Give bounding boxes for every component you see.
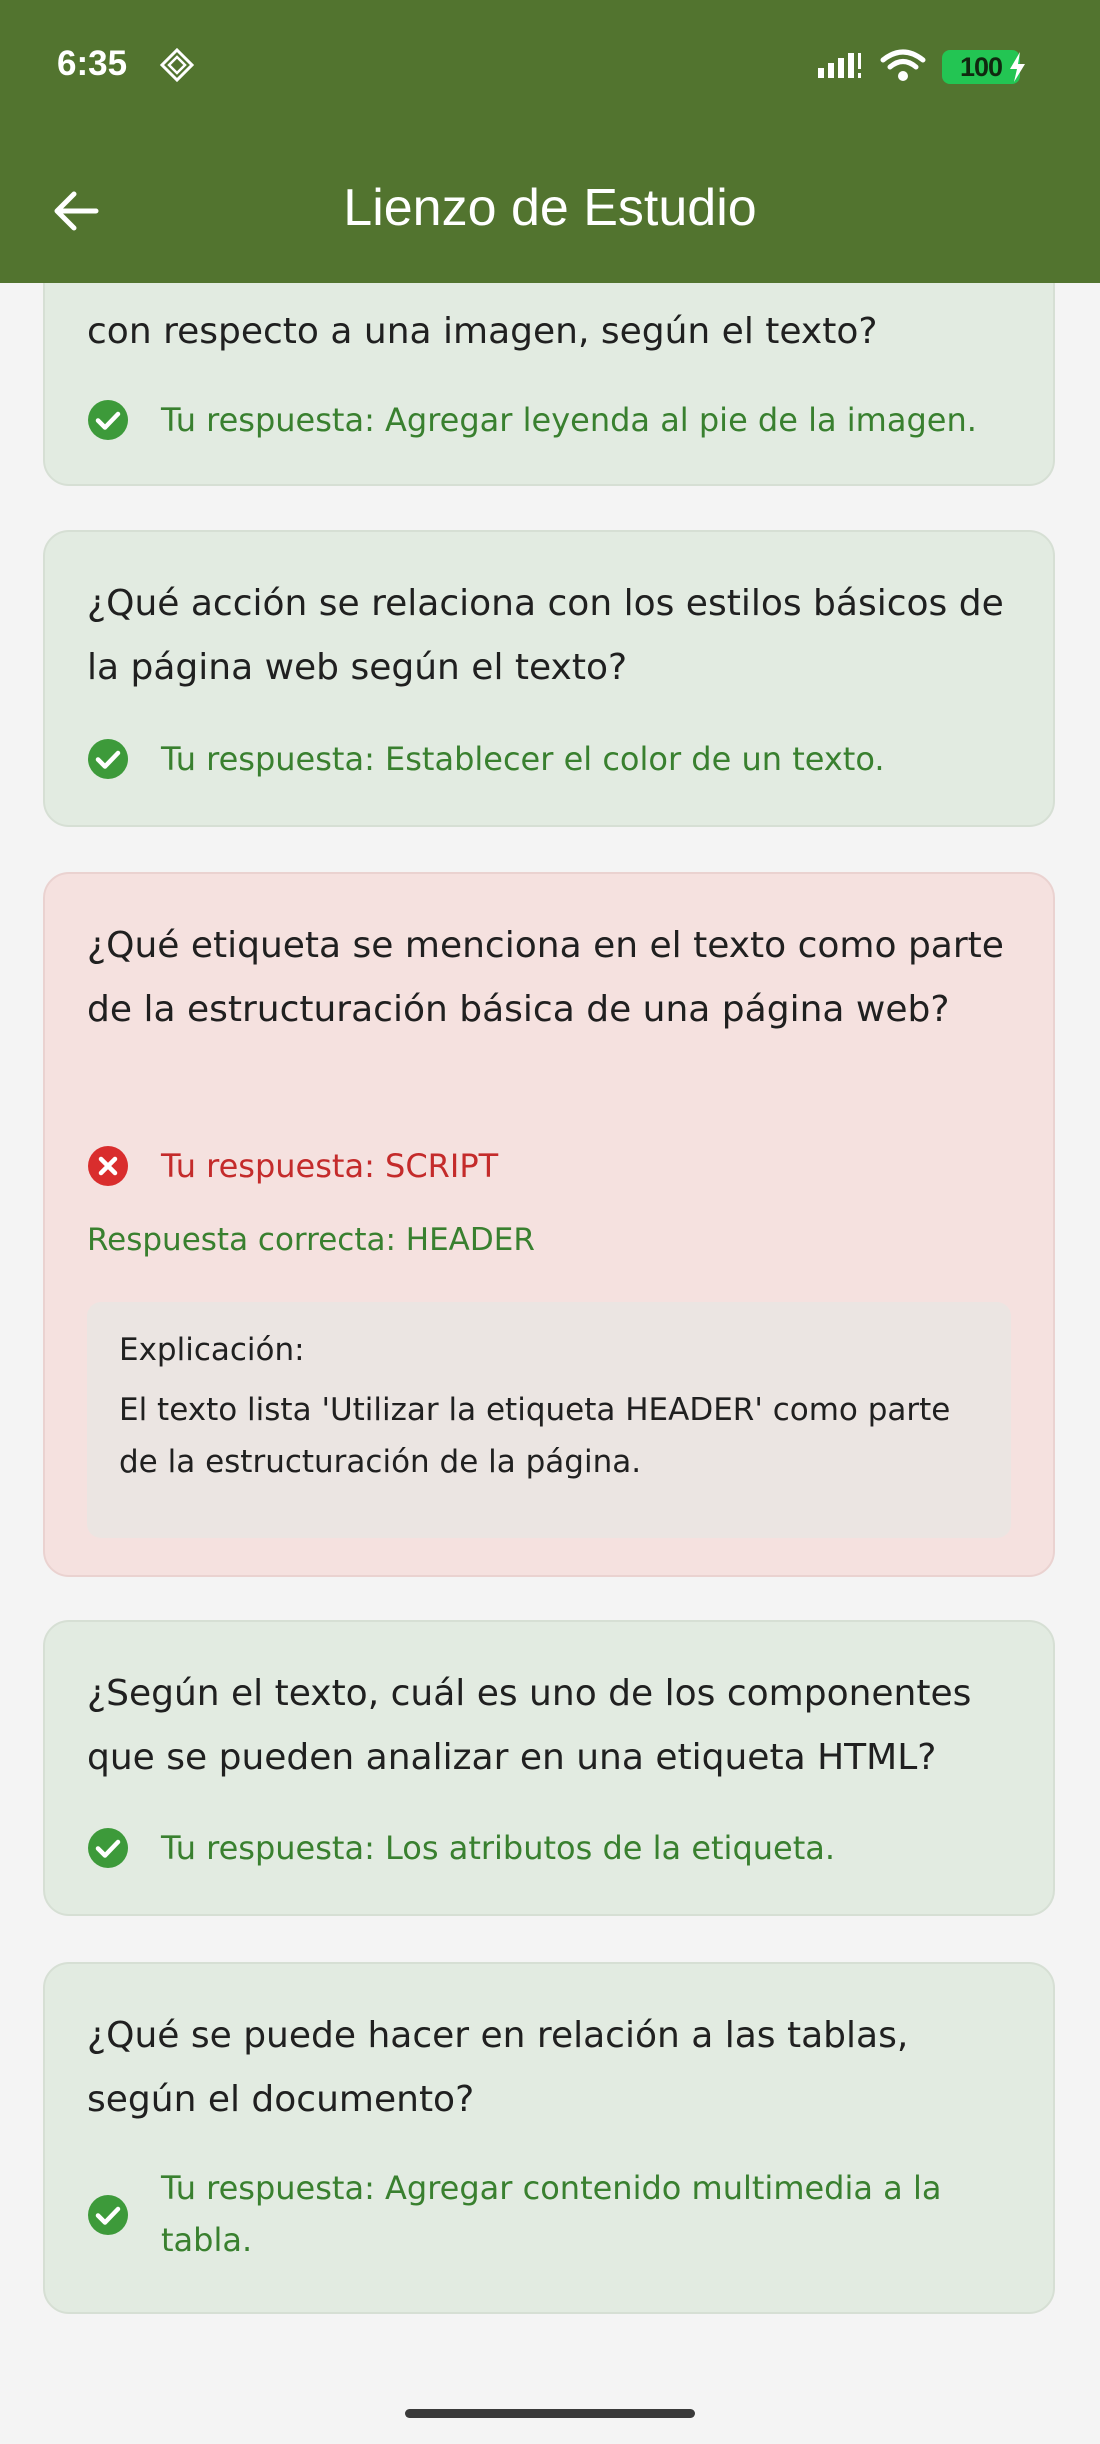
x-circle-icon [87,1145,129,1187]
wifi-icon [880,48,926,82]
charging-bolt-icon [1006,50,1028,84]
check-circle-icon [87,2194,129,2236]
question-card [43,872,1055,1577]
user-answer-text: Tu respuesta: Agregar leyenda al pie de la imagen. [161,401,977,439]
page-title [0,172,1100,244]
notification-diamond-icon [160,48,194,82]
question-card [43,530,1055,827]
battery-indicator: 100 [942,50,1020,84]
page-title-text: Lienzo de Estudio [343,179,757,237]
explanation-box [87,1302,1011,1538]
user-answer-text: Tu respuesta: Los atributos de la etiqueta. [161,1829,836,1867]
home-indicator[interactable] [405,2409,695,2418]
explanation-label: Explicación: [119,1332,305,1368]
status-time: 6:35 [57,44,128,83]
question-text: ¿Qué acción se relaciona con los estilos básicos de la página web según el texto? [87,583,1004,688]
check-circle-icon [87,738,129,780]
user-answer-text: Tu respuesta: Agregar contenido multimedia a la tabla. [161,2169,942,2259]
check-circle-icon [87,1827,129,1869]
app-bar [0,0,1100,283]
question-text: ¿Qué se puede hacer en relación a las tablas, según el documento? [87,2015,909,2120]
question-text: con respecto a una imagen, según el texto? [87,311,878,352]
signal-icon [816,52,864,80]
user-answer-text: Tu respuesta: SCRIPT [161,1147,499,1185]
question-card [43,1620,1055,1916]
question-text: ¿Qué etiqueta se menciona en el texto como parte de la estructuración básica de una página web? [87,925,1004,1030]
correct-answer: Respuesta correcta: HEADER [87,1222,535,1258]
question-text: ¿Según el texto, cuál es uno de los componentes que se pueden analizar en una etiqueta HTML? [87,1673,972,1778]
explanation-text: El texto lista 'Utilizar la etiqueta HEADER' como parte de la estructuración de la página. [119,1392,951,1480]
user-answer-text: Tu respuesta: Establecer el color de un texto. [161,740,885,778]
question-card [43,1962,1055,2314]
check-circle-icon [87,399,129,441]
